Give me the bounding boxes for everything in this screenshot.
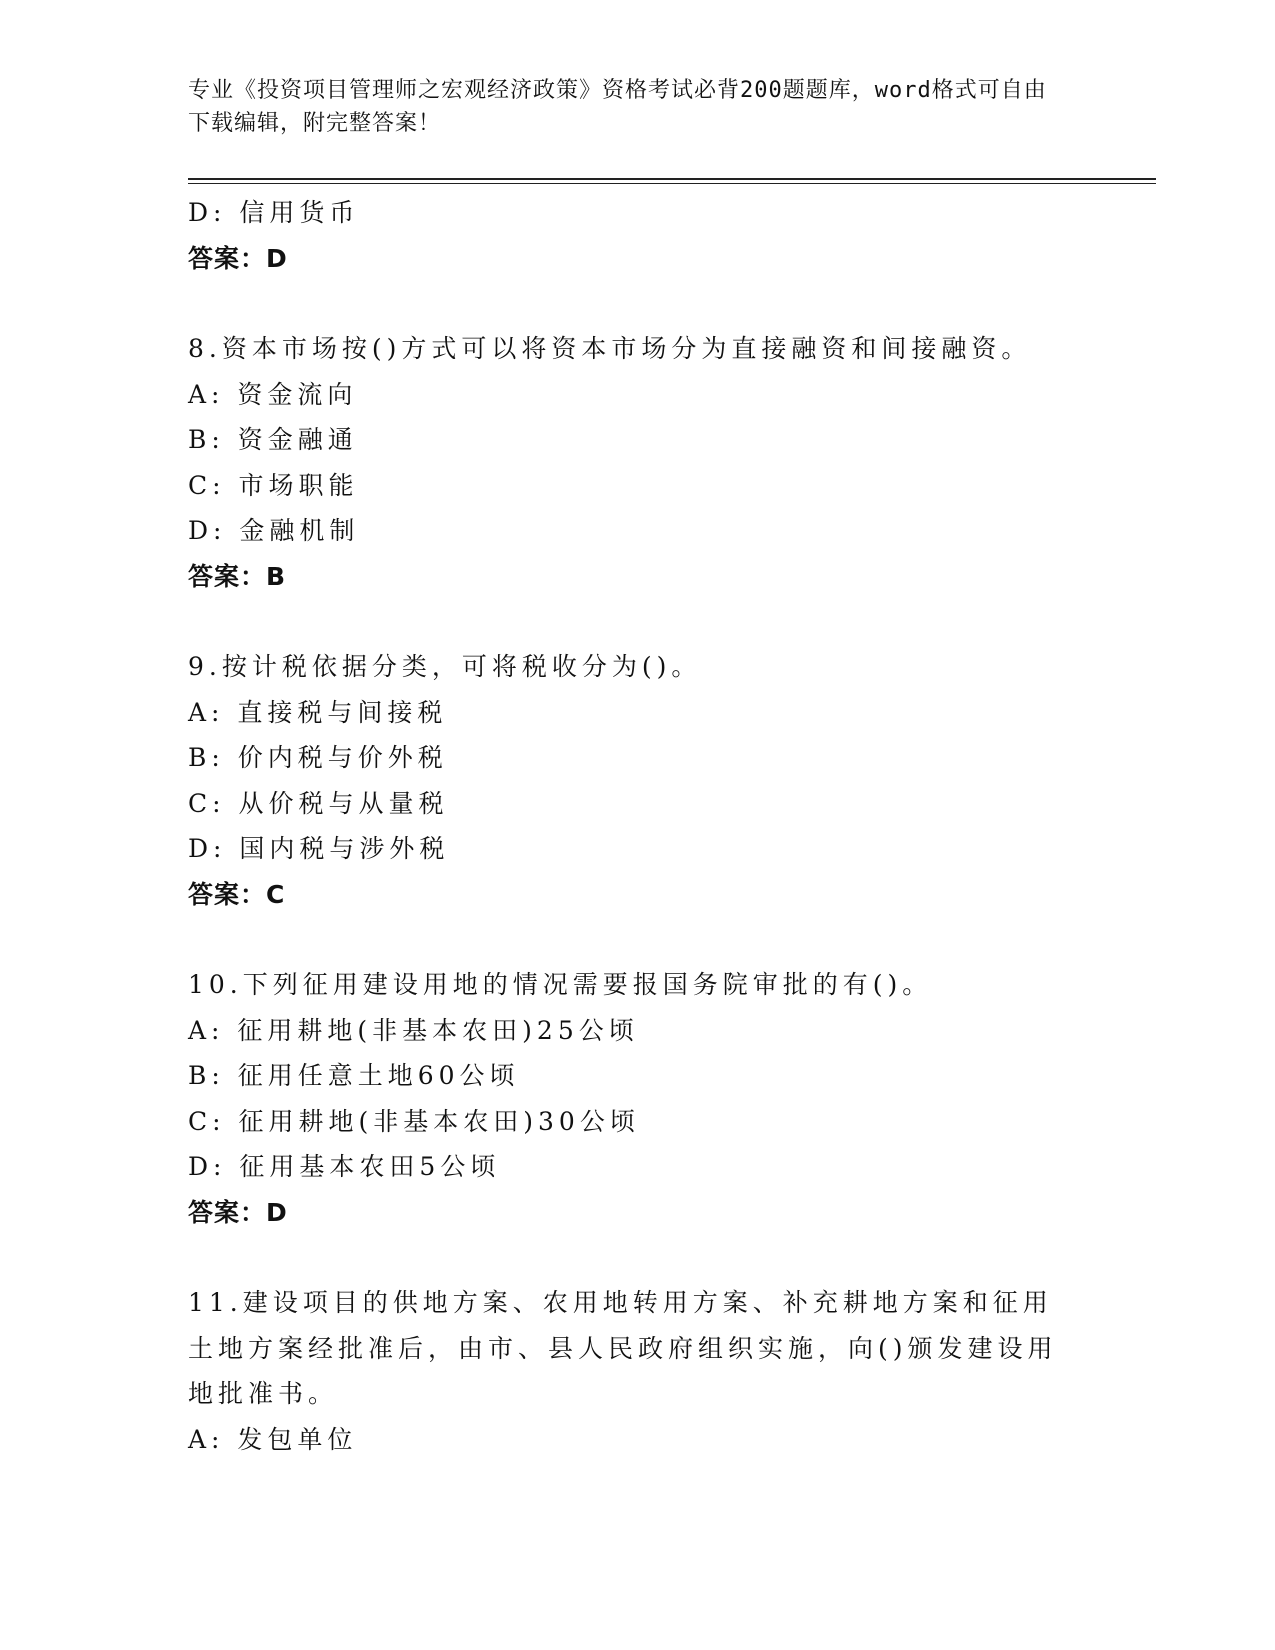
spacer [188,281,1088,326]
spacer [188,1235,1088,1280]
option-d: D: 金融机制 [188,516,360,545]
spacer [188,917,1088,962]
question-11 [188,1280,1088,1462]
question-text: 9.按计税依据分类，可将税收分为()。 [188,652,702,681]
option-a: A: 征用耕地(非基本农田)25公顷 [188,1015,639,1045]
question-8 [188,326,1088,599]
answer: 答案：D [188,1197,288,1227]
question-text: 8.资本市场按()方式可以将资本市场分为直接融资和间接融资。 [188,334,1032,363]
question-9 [188,644,1088,917]
answer: 答案：C [188,879,286,909]
option-a: A: 直接税与间接税 [188,697,448,727]
question-text: 10.下列征用建设用地的情况需要报国务院审批的有()。 [188,970,933,999]
document-header: 专业《投资项目管理师之宏观经济政策》资格考试必背200题题库，word格式可自由下载编辑，附完整答案！ [188,78,1047,136]
option-d: D: 国内税与涉外税 [188,834,450,863]
option-b: B: 资金融通 [188,425,358,454]
option-a: A: 发包单位 [188,1424,358,1454]
answer: 答案：B [188,561,287,591]
option-b: B: 征用任意土地60公顷 [188,1061,520,1090]
question-10 [188,962,1088,1235]
option-b: B: 价内税与价外税 [188,743,448,772]
header-divider-thin [188,183,1156,184]
spacer [188,599,1088,644]
prev-option-d: D: 信用货币 [188,198,360,227]
question-text: 11.建设项目的供地方案、农用地转用方案、补充耕地方案和征用土地方案经批准后，由市、县人民政府组织实施，向()颁发建设用地批准书。 [188,1288,1058,1408]
option-c: C: 从价税与从量税 [188,788,449,818]
option-c: C: 征用耕地(非基本农田)30公顷 [188,1106,640,1136]
option-d: D: 征用基本农田5公顷 [188,1152,501,1181]
prev-answer: 答案：D [188,243,288,273]
header-divider [188,178,1156,180]
question-list [188,190,1088,1462]
option-a: A: 资金流向 [188,379,358,409]
option-c: C: 市场职能 [188,470,359,500]
